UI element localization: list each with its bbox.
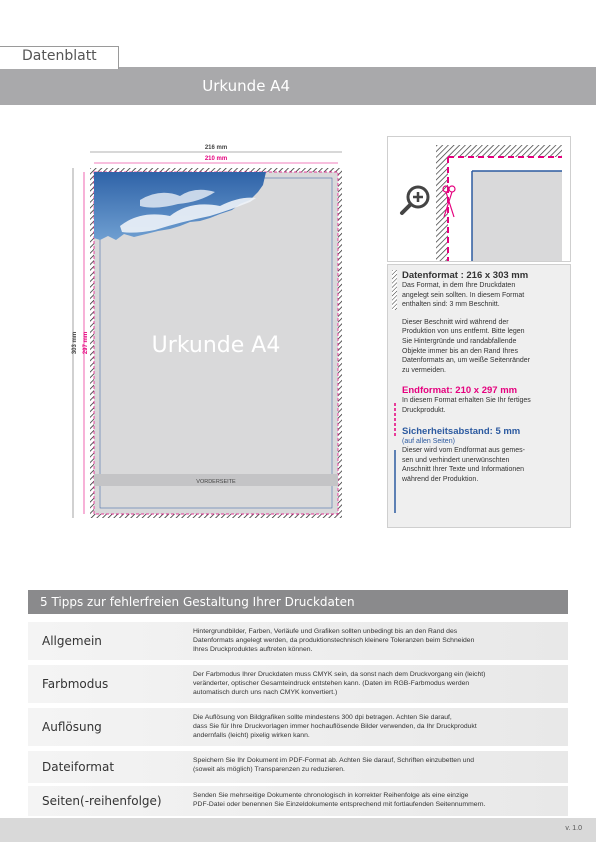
tip-description bbox=[193, 627, 563, 655]
info-markers bbox=[390, 268, 400, 518]
tips-title: 5 Tipps zur fehlerfreien Gestaltung Ihrer Druckdaten bbox=[40, 595, 355, 609]
text-line: (soweit als möglich) Transparenzen zu reduzieren. bbox=[193, 766, 345, 774]
text-line: Speichern Sie Ihr Dokument im PDF-Format ab. Achten Sie darauf, Schriften einzubetten und bbox=[193, 757, 475, 764]
safety-heading: Sicherheitsabstand: 5 mm bbox=[402, 425, 521, 437]
text-line: andernfalls (leicht) pixelig wirken kann. bbox=[193, 732, 310, 740]
tip-row-seitenreihenfolge bbox=[28, 786, 568, 816]
text-line: Der Farbmodus Ihrer Druckdaten muss CMYK sein, da sonst nach dem Druckvorgang ein (leicht) bbox=[193, 671, 486, 678]
text-line: Das Format, in dem Ihre Druckdaten bbox=[402, 282, 516, 289]
side-label: VORDERSEITE bbox=[196, 479, 236, 485]
tip-description bbox=[193, 791, 563, 809]
version-label: v. 1.0 bbox=[565, 825, 582, 832]
text-line: Anschnitt Ihrer Texte und Informationen bbox=[402, 466, 525, 474]
text-line: Senden Sie mehrseitige Dokumente chronologisch in korrekter Reihenfolge als eine einzige bbox=[193, 792, 469, 799]
text-line: Ihres Druckproduktes auftreten können. bbox=[193, 646, 313, 654]
text-line: veränderter, optischer Gesamteindruck entstehen kann. (Daten im RGB-Farbmodus werden bbox=[193, 680, 470, 688]
text-line: während der Produktion. bbox=[402, 475, 479, 483]
format-drawing bbox=[60, 130, 360, 530]
text-line: enthalten sind: 3 mm Beschnitt. bbox=[402, 301, 500, 309]
text-line: angelegt sein sollten. In diesem Format bbox=[402, 291, 525, 299]
text-line: automatisch durch uns nach CMYK konvertiert.) bbox=[193, 689, 338, 697]
beschnitt-text bbox=[402, 318, 566, 376]
text-line: In diesem Format erhalten Sie Ihr fertiges bbox=[402, 397, 531, 405]
text-line: PDF-Datei oder benennen Sie Einzeldokumente entsprechend mit fortlaufenden Seitennummern. bbox=[193, 801, 486, 809]
tip-description bbox=[193, 756, 563, 774]
safety-text bbox=[402, 446, 566, 484]
text-line: Datenformats an, um weiße Seitenränder bbox=[402, 357, 531, 365]
text-line: sen und verhindert unerwünschten bbox=[402, 456, 510, 464]
tip-label: Farbmodus bbox=[42, 677, 109, 691]
inner-height-label: 297 mm bbox=[83, 331, 89, 355]
tip-description bbox=[193, 670, 563, 698]
tip-row-aufloesung bbox=[28, 708, 568, 746]
tip-row-farbmodus bbox=[28, 665, 568, 703]
text-line: dass Sie für Ihre Druckvorlagen immer hochauflösende Bilder verwenden, da Ihr Druckprodukt bbox=[193, 723, 477, 731]
bleed-marker bbox=[392, 270, 397, 310]
text-line: Druckprodukt. bbox=[402, 406, 446, 414]
outer-width-label: 216 mm bbox=[204, 145, 228, 151]
endformat-heading: Endformat: 210 x 297 mm bbox=[402, 385, 518, 397]
zoom-icon bbox=[402, 187, 428, 213]
endformat-text bbox=[402, 396, 566, 415]
product-title: Urkunde A4 bbox=[202, 77, 290, 95]
tip-row-allgemein bbox=[28, 622, 568, 660]
info-content bbox=[402, 270, 566, 485]
datenformat-heading: Datenformat : 216 x 303 mm bbox=[402, 270, 529, 281]
text-line: Dieser wird vom Endformat aus gemes- bbox=[402, 447, 525, 455]
tip-label: Seiten(-reihenfolge) bbox=[42, 794, 162, 808]
text-line: zu vermeiden. bbox=[402, 366, 446, 374]
tip-label: Auflösung bbox=[42, 720, 102, 734]
tip-row-dateiformat bbox=[28, 751, 568, 783]
corner-detail-drawing bbox=[388, 137, 570, 261]
footer-band bbox=[0, 818, 596, 842]
detail-safety-area bbox=[472, 171, 562, 261]
page-label: Urkunde A4 bbox=[151, 333, 281, 358]
text-line: Dieser Beschnitt wird während der bbox=[402, 318, 509, 326]
datasheet-tab-label: Datenblatt bbox=[22, 48, 97, 64]
text-line: Sie Hintergründe und randabfallende bbox=[402, 337, 517, 345]
text-line: Hintergrundbilder, Farben, Verläufe und Grafiken sollten unbedingt bis an den Rand des bbox=[193, 628, 458, 635]
outer-height-label: 303 mm bbox=[72, 331, 78, 355]
tip-label: Allgemein bbox=[42, 634, 102, 648]
text-line: Datenformats angelegt werden, da produktionstechnisch kleinere Toleranzen beim Schneiden bbox=[193, 637, 475, 645]
inner-width-label: 210 mm bbox=[204, 156, 228, 162]
datenformat-text bbox=[402, 281, 566, 310]
safety-sub: (auf allen Seiten) bbox=[402, 437, 455, 445]
text-line: Objekte immer bis an den Rand Ihres bbox=[402, 347, 518, 355]
tip-label: Dateiformat bbox=[42, 760, 115, 774]
text-line: Die Auflösung von Bildgrafiken sollte mindestens 300 dpi betragen. Achten Sie darauf, bbox=[193, 714, 452, 721]
text-line: Produktion von uns entfernt. Bitte legen bbox=[402, 328, 525, 336]
tip-description bbox=[193, 713, 563, 741]
